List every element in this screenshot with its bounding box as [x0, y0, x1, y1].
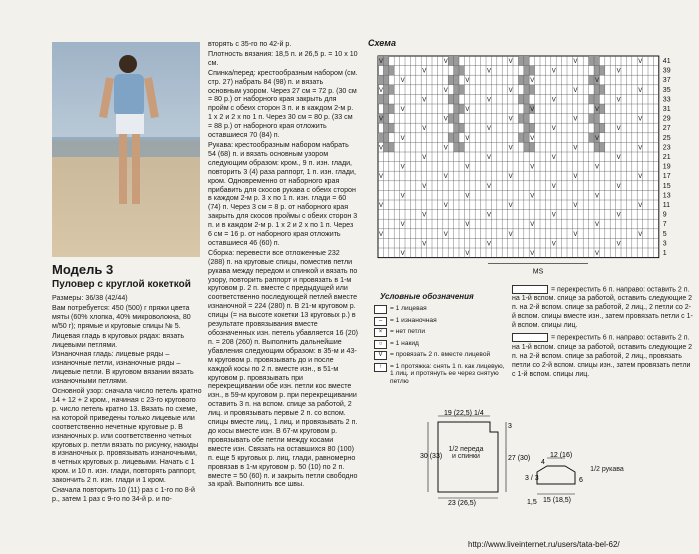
- stitch-symbol: V: [508, 87, 513, 94]
- stitch-symbol: V: [422, 68, 427, 75]
- stitch-symbol: V: [443, 231, 448, 238]
- row-number: 15: [662, 182, 671, 190]
- stitch-symbol: V: [595, 164, 600, 171]
- cable-text: = перекрестить 6 п. направо: оставить 2 п. на 1-й вспом. спице за работой, оставить следующие 2 п. на 2-й вспом. спице за работой, 2 лиц., 2 петли со 2-й вспом. спицы вместе изн., затем провязать петли с 1-й вспом. спицы лиц.: [512, 286, 693, 330]
- row-number: 35: [662, 86, 671, 94]
- knit-symbol: [374, 305, 387, 314]
- stitch-symbol: V: [530, 135, 535, 142]
- stitch-symbol: V: [638, 203, 643, 209]
- stitch-symbol: V: [465, 78, 470, 85]
- stitch-symbol: V: [443, 116, 448, 123]
- stitch-symbol: V: [487, 155, 492, 161]
- row-number: 7: [662, 221, 667, 229]
- stitch-symbol: V: [551, 97, 556, 104]
- sleeve-left-top: 4: [541, 459, 545, 466]
- stitch-symbol: V: [616, 241, 621, 248]
- stitch-symbol: V: [422, 155, 427, 161]
- stitch-symbol: V: [595, 193, 600, 200]
- stitch-symbol: V: [443, 174, 448, 181]
- stitch-symbol: V: [400, 164, 405, 171]
- sleeve-left-marks: 3 / 3: [525, 475, 539, 482]
- stitch-symbol: V: [400, 78, 405, 85]
- stitch-symbol: V: [443, 59, 448, 65]
- stitch-symbol: V: [616, 155, 621, 161]
- legend-item: [374, 317, 508, 326]
- stitch-symbol: V: [638, 174, 643, 181]
- row-number: 31: [662, 106, 671, 113]
- stitch-symbol: V: [530, 107, 535, 113]
- row-number: 19: [662, 163, 671, 171]
- stitch-symbol: V: [638, 59, 643, 65]
- paragraph: Спинка/перед: крестообразным набором (см. стр. 27) набрать 84 (98) п. и вязать основным узором. Через 27 см = 72 р. (30 см = 80 р.) от наборного края закрыть для пройм с обеих сторон 3 п. и в каждом 2-м р. 1 х 2 и 2 х по 1 п. Через 30 см = 80 р. (33 см = 88 р.) от наборного края отложить оставшиеся 70 (84) п.: [208, 68, 358, 140]
- stitch-symbol: V: [638, 145, 643, 152]
- stitch-symbol: V: [573, 59, 578, 65]
- stitch-symbol: V: [379, 174, 384, 181]
- stitch-symbol: V: [638, 116, 643, 123]
- stitch-symbol: V: [465, 251, 470, 257]
- row-number: 17: [662, 173, 671, 181]
- stitch-symbol: V: [487, 97, 492, 104]
- model-title: Модель 3: [52, 262, 114, 277]
- stitch-symbol: V: [443, 145, 448, 152]
- purl-symbol: –: [374, 317, 387, 326]
- stitch-symbol: V: [551, 212, 556, 219]
- stitch-symbol: V: [508, 203, 513, 209]
- row-number: 5: [662, 230, 667, 238]
- stitch-symbol: V: [400, 193, 405, 200]
- body-left: 30 (33): [420, 453, 443, 460]
- stitch-symbol: V: [551, 126, 556, 133]
- legend-text: = 1 накид: [390, 339, 419, 347]
- stitch-symbol: V: [443, 203, 448, 209]
- stitch-symbol: V: [530, 251, 535, 257]
- legend-item: [374, 328, 508, 337]
- row-number: 11: [662, 202, 671, 209]
- knitting-chart: [374, 54, 692, 276]
- legend-item: [374, 363, 508, 386]
- stitch-symbol: V: [379, 231, 384, 238]
- stitch-symbol: V: [616, 68, 621, 75]
- stitch-symbol: V: [551, 241, 556, 248]
- row-number: 29: [662, 115, 671, 123]
- slip-symbol: ↑: [374, 363, 387, 372]
- stitch-symbol: V: [465, 164, 470, 171]
- stitch-symbol: V: [573, 231, 578, 238]
- body-bottom: 23 (26,5): [448, 500, 477, 507]
- stitch-symbol: V: [573, 203, 578, 209]
- cable-explanations: [512, 285, 694, 382]
- stitch-symbol: V: [551, 155, 556, 161]
- yarn-over-symbol: ○: [374, 340, 387, 349]
- paragraph: Рукава: крестообразным набором набрать 54 (68) п. и вязать основным узором следующим образом: кром., 9 п. изн. глади, повторить 3 (4) раза раппорт, 1 п. изн. глади, кром. Одновременно от наборного края прибавить для скосов рукава с обеих сторон в каждом 2-м р. 3 х по 1 п. изн. глади = 60 (74) п. Через 3 см = 8 р. от наборного края закрыть для скосов проймы с обеих сторон 3 п. и в каждом 2-м р. 1 х 2 и 2 х по 1 п. Через 6 см = 16 р. от наборного края отложить оставшиеся 46 (60) п.: [208, 140, 358, 247]
- row-number: 13: [662, 192, 671, 200]
- legend-text: = 1 протяжка: снять 1 п. как лицевую, 1 лиц. и протянуть ее через снятую петлю: [390, 362, 505, 385]
- cable-left: [512, 333, 694, 378]
- cable-symbol: [512, 333, 548, 342]
- row-number: 39: [662, 67, 671, 75]
- stitch-symbol: V: [573, 145, 578, 152]
- sleeve-label: 1/2 рукава: [590, 466, 624, 473]
- row-number: 27: [662, 125, 671, 133]
- stitch-symbol: V: [508, 174, 513, 181]
- row-number: 25: [662, 134, 671, 142]
- cable-symbol: [512, 285, 548, 294]
- row-number: 23: [662, 144, 671, 152]
- sleeve-bottom-left: 1,5: [527, 499, 537, 506]
- legend-text: = 1 лицевая: [390, 305, 427, 312]
- stitch-symbol: V: [443, 87, 448, 94]
- stitch-symbol: V: [465, 107, 470, 113]
- sleeve-schematic: [525, 450, 615, 510]
- stitch-symbol: V: [487, 68, 492, 75]
- legend-item: [374, 340, 508, 349]
- paragraph: Размеры: 36/38 (42/44): [52, 294, 128, 302]
- stitch-symbol: V: [551, 183, 556, 190]
- stitch-symbol: V: [422, 241, 427, 248]
- paragraph: вторять с 35-го по 42-й р.: [208, 40, 292, 48]
- stitch-symbol: V: [530, 193, 535, 200]
- legend-text: = провязать 2 п. вместе лицевой: [390, 351, 491, 358]
- row-number: 37: [662, 77, 671, 85]
- body-top-unit: 1/4: [474, 410, 484, 417]
- row-number: 3: [662, 240, 667, 248]
- legend-item: [374, 305, 508, 314]
- cable-right: [512, 285, 694, 330]
- paragraph: Лицевая гладь в круговых рядах: вязать лицевыми петлями.: [52, 331, 185, 349]
- sleeve-top: 12 (16): [550, 452, 573, 459]
- stitch-symbol: V: [508, 231, 513, 238]
- stitch-symbol: V: [422, 126, 427, 133]
- stitch-symbol: V: [616, 97, 621, 104]
- stitch-symbol: V: [400, 222, 405, 229]
- instructions-column-2: [208, 40, 358, 490]
- stitch-symbol: V: [530, 78, 535, 85]
- legend: [374, 305, 508, 388]
- stitch-symbol: V: [508, 145, 513, 152]
- model-subtitle: Пуловер с круглой кокеткой: [52, 279, 191, 290]
- stitch-symbol: V: [551, 68, 556, 75]
- row-number: 21: [662, 154, 671, 161]
- stitch-symbol: V: [422, 183, 427, 190]
- legend-title: Условные обозначения: [380, 292, 474, 301]
- stitch-symbol: V: [465, 193, 470, 200]
- stitch-symbol: V: [379, 59, 384, 65]
- stitch-symbol: V: [379, 145, 384, 152]
- legend-text: = нет петли: [390, 328, 426, 335]
- paragraph: Плотность вязания: 18,5 п. и 26,5 р. = 10 х 10 см.: [208, 49, 358, 67]
- row-number: 33: [662, 96, 671, 104]
- ms-label: MS: [532, 268, 544, 276]
- stitch-symbol: V: [573, 174, 578, 181]
- source-url: http://www.liveinternet.ru/users/tata-bel-62/: [468, 540, 620, 549]
- stitch-symbol: V: [616, 212, 621, 219]
- model-figure: [92, 50, 162, 250]
- row-number: 9: [662, 211, 667, 219]
- paragraph: Сборка: перевести все отложенные 232 (288) п. на круговые спицы, поместив петли рукава между передом и спинкой и вязать по узору, повторить раппорт и провязать в 1-м круговом р. 2 п. вместе с предыдущей или соответственно последующей петлей вместе изнаночной = 224 (280) п. В 21-м круговом р. спицы (= на высоте кокетки 13 круговых р.) в результате провязывания вместе обозначенных изн. петель убавляется 16 (20) п. = 208 (260) п. Выполнить дальнейшие убавления следующим образом: в 35-м и 43-м круговом р. провязывать до и после каждой косы по 2 п. вместе изн., в 51-м круговом р. провязывать при перекрещивании обе изн. петли кос вместе изн., в 59-м круговом р. при перекрещивании оставить 3 п. на вспом. спице за работой, 2 лиц. и провязывать первые 2 п. со вспом. спицы вместе лиц., 1 лиц. и провязывать 2 п. до косы вместе изн. В 67-м круговом р. провязывать обе петли между косами вместе изн. Связать на оставшихся 80 (100) п. еще 5 круговых р. лиц. глади, равномерно провязав в 1-м круговом р. 50 (10) по 2 п. вместе = 50 (60) п. и закрыть петли свободно за край. Выполнить все швы.: [208, 248, 359, 489]
- model-photo: [52, 42, 200, 257]
- stitch-symbol: V: [595, 222, 600, 229]
- body-top-label: 19 (22,5): [444, 410, 473, 417]
- stitch-symbol: V: [487, 126, 492, 133]
- paragraph: Изнаночная гладь: лицевые ряды – изнаночные петли, изнаночные ряды – лицевые петли. В круговом вязании вязать изнаночными петлями.: [52, 350, 194, 386]
- stitch-symbol: V: [379, 203, 384, 209]
- stitch-symbol: V: [616, 183, 621, 190]
- paragraph: Вам потребуется: 450 (500) г пряжи цвета мяты (60% хлопка, 40% микроволокна, 80 м/50 г); прямые и круговые спицы № 5.: [52, 303, 191, 330]
- row-number: 41: [662, 58, 671, 65]
- no-stitch-symbol: ×: [374, 328, 387, 337]
- stitch-symbol: V: [638, 87, 643, 94]
- cable-text: = перекрестить 6 п. направо: оставить 2 п. на 1-й вспом. спице за работой, оставить следующие 2 п. на 2-й вспом. спице за работой, 2 лиц., провязать петли со 2-й вспом. спицы изн., затем провязать петли с 1-й вспом. спицы лиц.: [512, 334, 693, 378]
- stitch-symbol: V: [422, 97, 427, 104]
- sleeve-right: 6: [579, 477, 583, 484]
- stitch-symbol: V: [595, 78, 600, 85]
- scheme-title: Схема: [368, 38, 396, 48]
- paragraph: Сначала повторить 10 (11) раз с 1-го по 8-й р., затем 1 раз с 9-го по 34-й р. и по-: [52, 486, 196, 503]
- instructions-column-1: [52, 294, 202, 505]
- row-number: 1: [662, 250, 667, 257]
- body-right: 27 (30): [508, 455, 531, 462]
- stitch-symbol: V: [400, 135, 405, 142]
- stitch-symbol: V: [400, 251, 405, 257]
- stitch-symbol: V: [508, 59, 513, 65]
- stitch-symbol: V: [465, 135, 470, 142]
- legend-item: [374, 351, 508, 360]
- stitch-symbol: V: [616, 126, 621, 133]
- sleeve-bottom: 15 (18,5): [543, 497, 572, 504]
- paragraph: Основной узор: сначала число петель кратно 14 + 12 + 2 кром., начиная с 23-го кругового р. число петель кратно 13. Вязать по схеме, на которой приведены только лицевые или соответственно нечетные круговые р. В изнаночных р. или соответственно четных круговых р. петли вязать по рисунку, накиды в изнаночных р. провязывать изнаночными, в четных круговых р. лицевыми. Начать с 1 кром. и 10 п. изн. глади, повторять раппорт, закончить 2 п. изн. глади и 1 кром.: [52, 387, 202, 485]
- stitch-symbol: V: [573, 116, 578, 123]
- stitch-symbol: V: [595, 251, 600, 257]
- legend-text: = 1 изнаночная: [390, 316, 437, 324]
- stitch-symbol: V: [595, 135, 600, 142]
- stitch-symbol: V: [487, 241, 492, 248]
- stitch-symbol: V: [400, 107, 405, 113]
- stitch-symbol: V: [530, 222, 535, 229]
- body-center-label: 1/2 переда и спинки: [448, 446, 484, 460]
- stitch-symbol: V: [595, 107, 600, 113]
- stitch-symbol: V: [379, 116, 384, 123]
- stitch-symbol: V: [465, 222, 470, 229]
- stitch-symbol: V: [508, 116, 513, 123]
- stitch-symbol: V: [487, 212, 492, 219]
- stitch-symbol: V: [530, 164, 535, 171]
- body-right-top: 3: [508, 423, 512, 430]
- stitch-symbol: V: [379, 87, 384, 94]
- stitch-symbol: V: [573, 87, 578, 94]
- k2tog-symbol: V: [374, 351, 387, 360]
- stitch-symbol: V: [422, 212, 427, 219]
- stitch-symbol: V: [638, 231, 643, 238]
- stitch-symbol: V: [487, 183, 492, 190]
